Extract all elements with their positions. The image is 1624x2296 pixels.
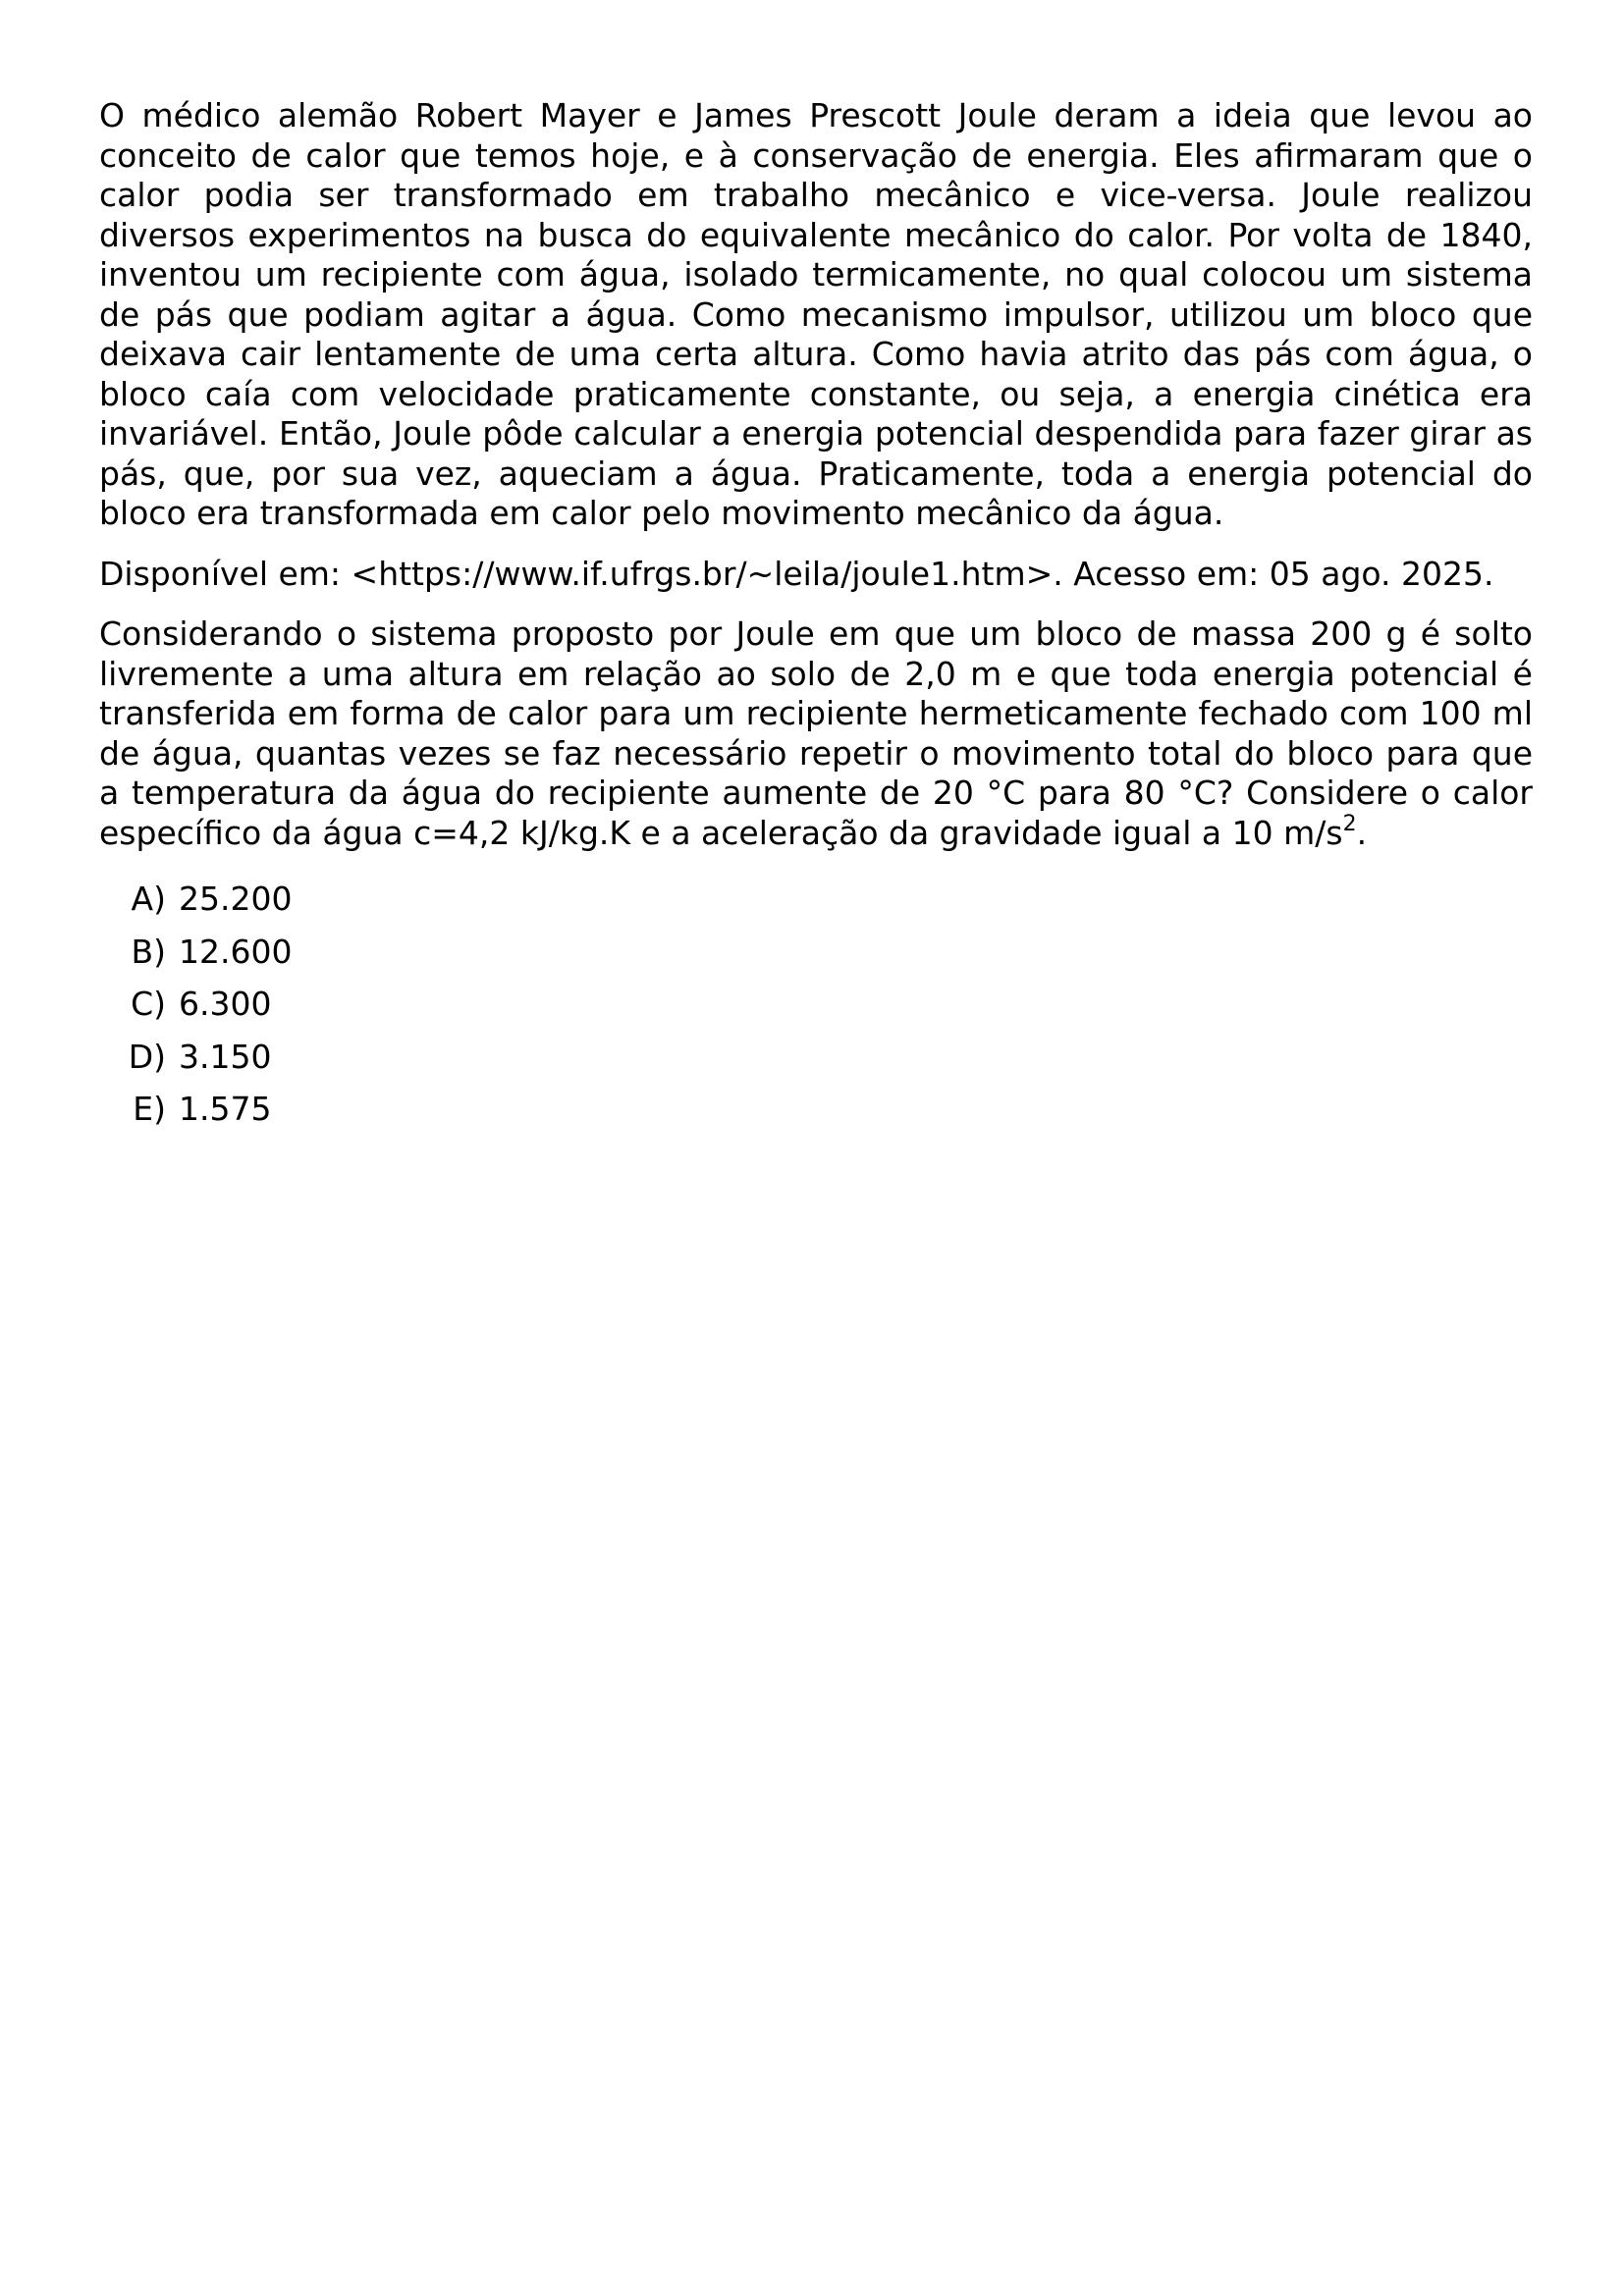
passage-paragraph: O médico alemão Robert Mayer e James Prescott Joule deram a ideia que levou ao conceito de calor que temos hoje, e à conservação de energia. Eles afirmaram que o calor podia ser transformado em trabalho mecânico e vice-versa. Joule realizou diversos experimentos na busca do equivalente mecânico do calor. Por volta de 1840, inventou um recipiente com água, isolado termicamente, no qual colocou um sistema de pás que podiam agitar a água. Como mecanismo impulsor, utilizou um bloco que deixava cair lentamente de uma certa altura. Como havia atrito das pás com água, o bloco caía com velocidade praticamente constante, ou seja, a energia cinética era invariável. Então, Joule pôde calcular a energia potencial despendida para fazer girar as pás, que, por sua vez, aqueciam a água. Praticamente, toda a energia potencial do bloco era transformada em calor pelo movimento mecânico da água. xyxy=(99,96,1533,532)
source-citation: Disponível em: <https://www.if.ufrgs.br/~leila/joule1.htm>. Acesso em: 05 ago. 2025. xyxy=(99,554,1494,593)
exam-question-page xyxy=(99,96,1533,1143)
option-letter: B) xyxy=(131,932,166,971)
question-text: Considerando o sistema proposto por Joule em que um bloco de massa 200 g é solto livremente a uma altura em relação ao solo de 2,0 m e que toda energia potencial é transferida em forma de calor para um recipiente hermeticamente fechado com 100 ml de água, quantas vezes se faz necessário repetir o movimento total do bloco para que a temperatura da água do recipiente aumente de 20 °C para 80 °C? Considere o calor específico da água c=4,2 kJ/kg.K e a aceleração da gravidade igual a 10 m/s xyxy=(99,614,1533,852)
option-value: 3.150 xyxy=(179,1037,272,1076)
option-value: 25.200 xyxy=(179,880,293,918)
answer-option-e[interactable] xyxy=(99,1090,1533,1143)
answer-option-b[interactable] xyxy=(99,933,1533,986)
option-letter: A) xyxy=(131,880,166,918)
option-value: 6.300 xyxy=(179,985,272,1023)
option-value: 12.600 xyxy=(179,932,293,971)
answer-options xyxy=(99,880,1533,1143)
question-superscript: 2 xyxy=(1342,811,1357,836)
answer-option-d[interactable] xyxy=(99,1038,1533,1091)
answer-option-c[interactable] xyxy=(99,985,1533,1038)
option-letter: E) xyxy=(133,1090,166,1128)
option-letter: D) xyxy=(128,1037,166,1076)
question-end: . xyxy=(1356,813,1368,852)
option-value: 1.575 xyxy=(179,1090,272,1128)
option-letter: C) xyxy=(131,985,166,1023)
question-statement xyxy=(99,614,1533,853)
answer-option-a[interactable] xyxy=(99,880,1533,933)
